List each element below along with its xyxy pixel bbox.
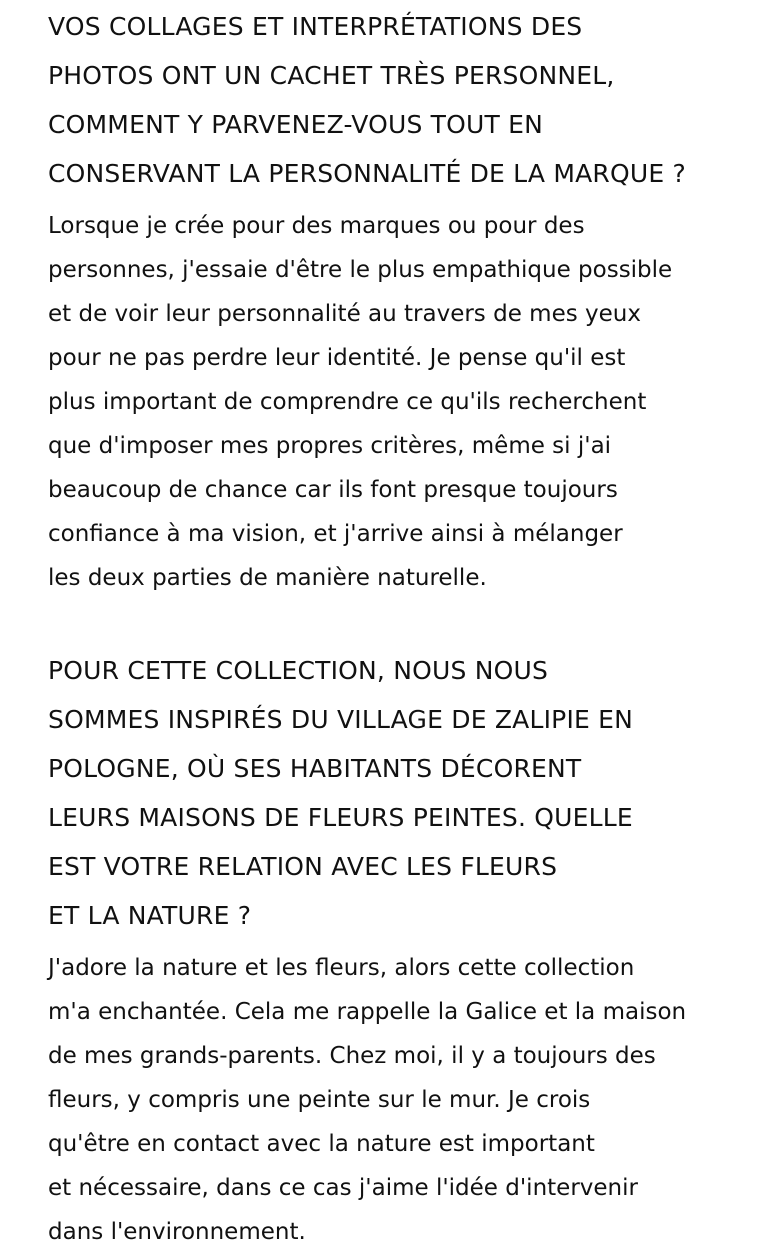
answer-line: dans l'environnement.	[48, 1219, 306, 1245]
answer-line: qu'être en contact avec la nature est important	[48, 1131, 595, 1157]
answer-line: et nécessaire, dans ce cas j'aime l'idée d'intervenir	[48, 1175, 638, 1201]
question-heading-1	[48, 2, 686, 198]
answer-line: beaucoup de chance car ils font presque toujours	[48, 477, 618, 503]
answer-line: pour ne pas perdre leur identité. Je pense qu'il est	[48, 345, 626, 371]
question-line: VOS COLLAGES ET INTERPRÉTATIONS DES	[48, 12, 583, 41]
answer-line: fleurs, y compris une peinte sur le mur. Je crois	[48, 1087, 591, 1113]
question-line: PHOTOS ONT UN CACHET TRÈS PERSONNEL,	[48, 61, 615, 90]
answer-line: m'a enchantée. Cela me rappelle la Galice et la maison	[48, 999, 687, 1025]
answer-line: J'adore la nature et les fleurs, alors cette collection	[48, 955, 635, 981]
question-heading-2	[48, 646, 633, 940]
question-line: LEURS MAISONS DE FLEURS PEINTES. QUELLE	[48, 803, 633, 832]
question-line: POUR CETTE COLLECTION, NOUS NOUS	[48, 656, 549, 685]
answer-line: de mes grands-parents. Chez moi, il y a toujours des	[48, 1043, 656, 1069]
question-line: POLOGNE, OÙ SES HABITANTS DÉCORENT	[48, 754, 582, 783]
answer-line: confiance à ma vision, et j'arrive ainsi à mélanger	[48, 521, 623, 547]
question-line: SOMMES INSPIRÉS DU VILLAGE DE ZALIPIE EN	[48, 705, 634, 734]
answer-line: Lorsque je crée pour des marques ou pour des	[48, 213, 585, 239]
answer-line: et de voir leur personnalité au travers de mes yeux	[48, 301, 641, 327]
question-line: COMMENT Y PARVENEZ-VOUS TOUT EN	[48, 110, 544, 139]
question-line: CONSERVANT LA PERSONNALITÉ DE LA MARQUE ?	[48, 159, 686, 188]
answer-paragraph-1	[48, 204, 672, 600]
answer-line: plus important de comprendre ce qu'ils recherchent	[48, 389, 647, 415]
answer-line: les deux parties de manière naturelle.	[48, 565, 487, 591]
question-line: EST VOTRE RELATION AVEC LES FLEURS	[48, 852, 558, 881]
answer-line: personnes, j'essaie d'être le plus empathique possible	[48, 257, 673, 283]
question-line: ET LA NATURE ?	[48, 901, 252, 930]
answer-paragraph-2	[48, 946, 686, 1254]
answer-line: que d'imposer mes propres critères, même si j'ai	[48, 433, 612, 459]
